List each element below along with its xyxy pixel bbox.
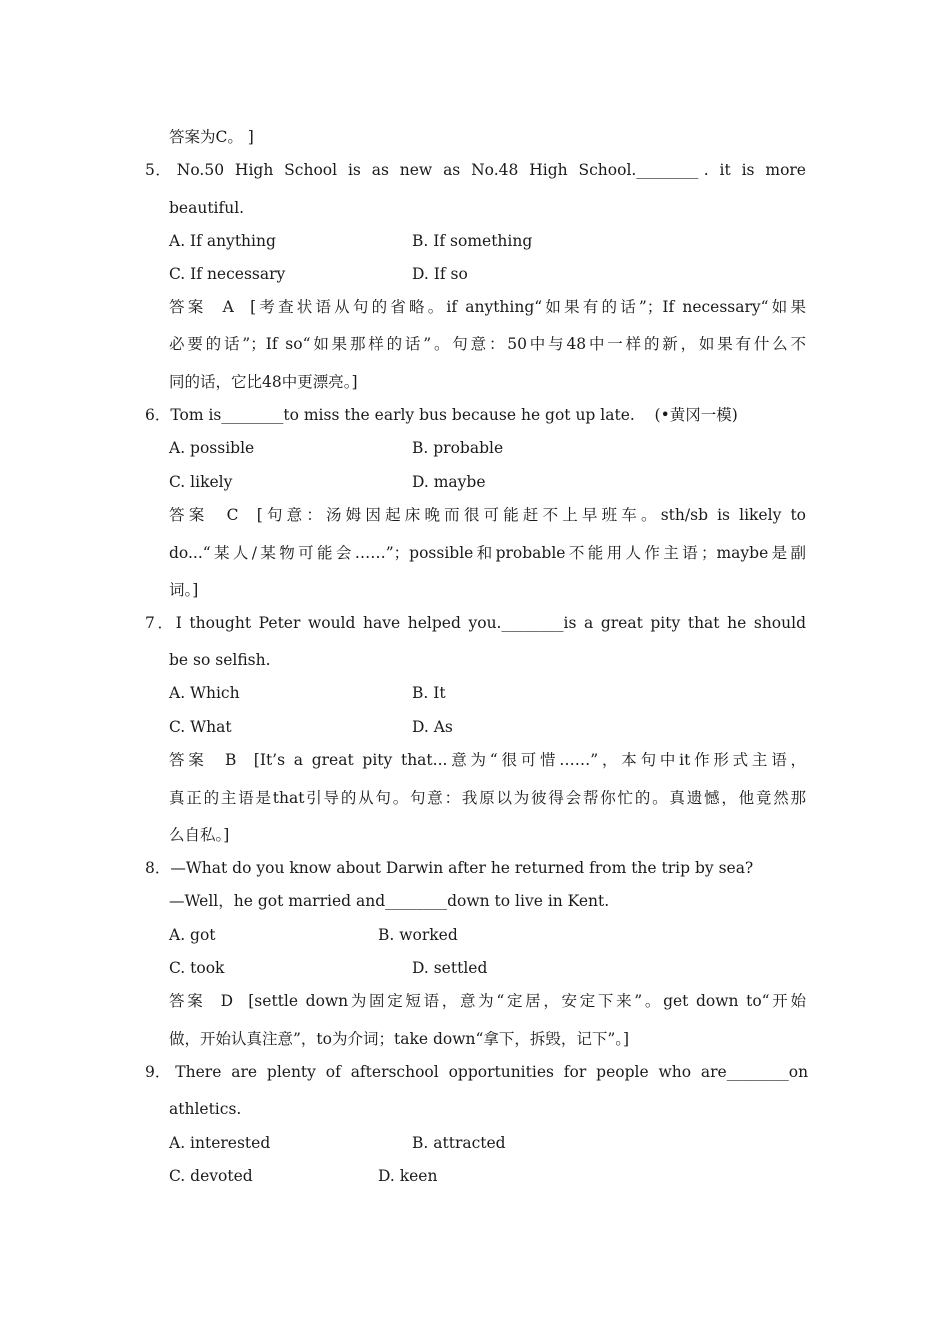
answer-tail-q4: 答案为C。 ]: [169, 128, 254, 146]
q8-option-d: D. settled: [412, 959, 488, 977]
q6-answer-end: 词。]: [169, 581, 199, 599]
q7-option-a: A. Which: [169, 684, 240, 702]
q7-answer: 答案 B [It’s a great pity that...意为“很可惜……”，本句中it作形式主语，: [169, 751, 806, 769]
q8-answer: 答案 D [settle down为固定短语，意为“定居，安定下来”。get down to“开始: [169, 992, 806, 1010]
q6-option-a: A. possible: [169, 439, 255, 457]
question-9-stem-cont: athletics.: [169, 1100, 242, 1118]
question-8-stem-cont: —Well，he got married and________down to live in Kent.: [169, 892, 610, 910]
q5-answer-cont: 必要的话”；If so“如果那样的话”。句意：50中与48中一样的新，如果有什么不: [169, 335, 806, 353]
q8-option-c: C. took: [169, 959, 225, 977]
q8-option-b: B. worked: [378, 926, 458, 944]
q7-answer-cont: 真正的主语是that引导的从句。句意：我原以为彼得会帮你忙的。真遗憾，他竟然那: [169, 789, 806, 807]
q5-answer-end: 同的话，它比48中更漂亮。]: [169, 373, 358, 391]
q8-answer-end: 做，开始认真注意”，to为介词；take down“拿下，拆毁，记下”。]: [169, 1030, 630, 1048]
q6-option-d: D. maybe: [412, 473, 486, 491]
q9-option-a: A. interested: [169, 1134, 271, 1152]
question-6-stem: 6．Tom is________to miss the early bus because he got up late. (•黄冈一模): [145, 406, 738, 424]
q5-answer: 答案 A [考查状语从句的省略。if anything“如果有的话”；If necessary“如果: [169, 298, 806, 316]
q5-option-d: D. If so: [412, 265, 468, 283]
q5-option-a: A. If anything: [169, 232, 276, 250]
q8-option-a: A. got: [169, 926, 216, 944]
q6-answer: 答案 C [句意：汤姆因起床晚而很可能赶不上早班车。sth/sb is likely to: [169, 506, 806, 524]
question-7-stem: 7．I thought Peter would have helped you.________is a great pity that he should: [145, 614, 806, 632]
q7-option-d: D. As: [412, 718, 453, 736]
q5-option-b: B. If something: [412, 232, 533, 250]
q9-option-c: C. devoted: [169, 1167, 253, 1185]
question-9-stem: 9． There are plenty of afterschool opportunities for people who are________on: [145, 1063, 809, 1081]
q5-option-c: C. If necessary: [169, 265, 286, 283]
question-5-stem: 5． No.50 High School is as new as No.48 High School.________ . it is more: [145, 161, 806, 179]
question-7-stem-cont: be so selfish.: [169, 651, 271, 669]
q6-option-b: B. probable: [412, 439, 504, 457]
q9-option-d: D. keen: [378, 1167, 438, 1185]
q9-option-b: B. attracted: [412, 1134, 506, 1152]
q7-option-c: C. What: [169, 718, 232, 736]
q7-answer-end: 么自私。]: [169, 826, 230, 844]
question-8-stem: 8．—What do you know about Darwin after he returned from the trip by sea?: [145, 859, 754, 877]
question-5-stem-cont: beautiful.: [169, 199, 245, 217]
q6-answer-cont: do...“某人/某物可能会……”；possible和probable不能用人作主语；maybe是副: [169, 544, 806, 562]
q6-option-c: C. likely: [169, 473, 233, 491]
q7-option-b: B. It: [412, 684, 446, 702]
